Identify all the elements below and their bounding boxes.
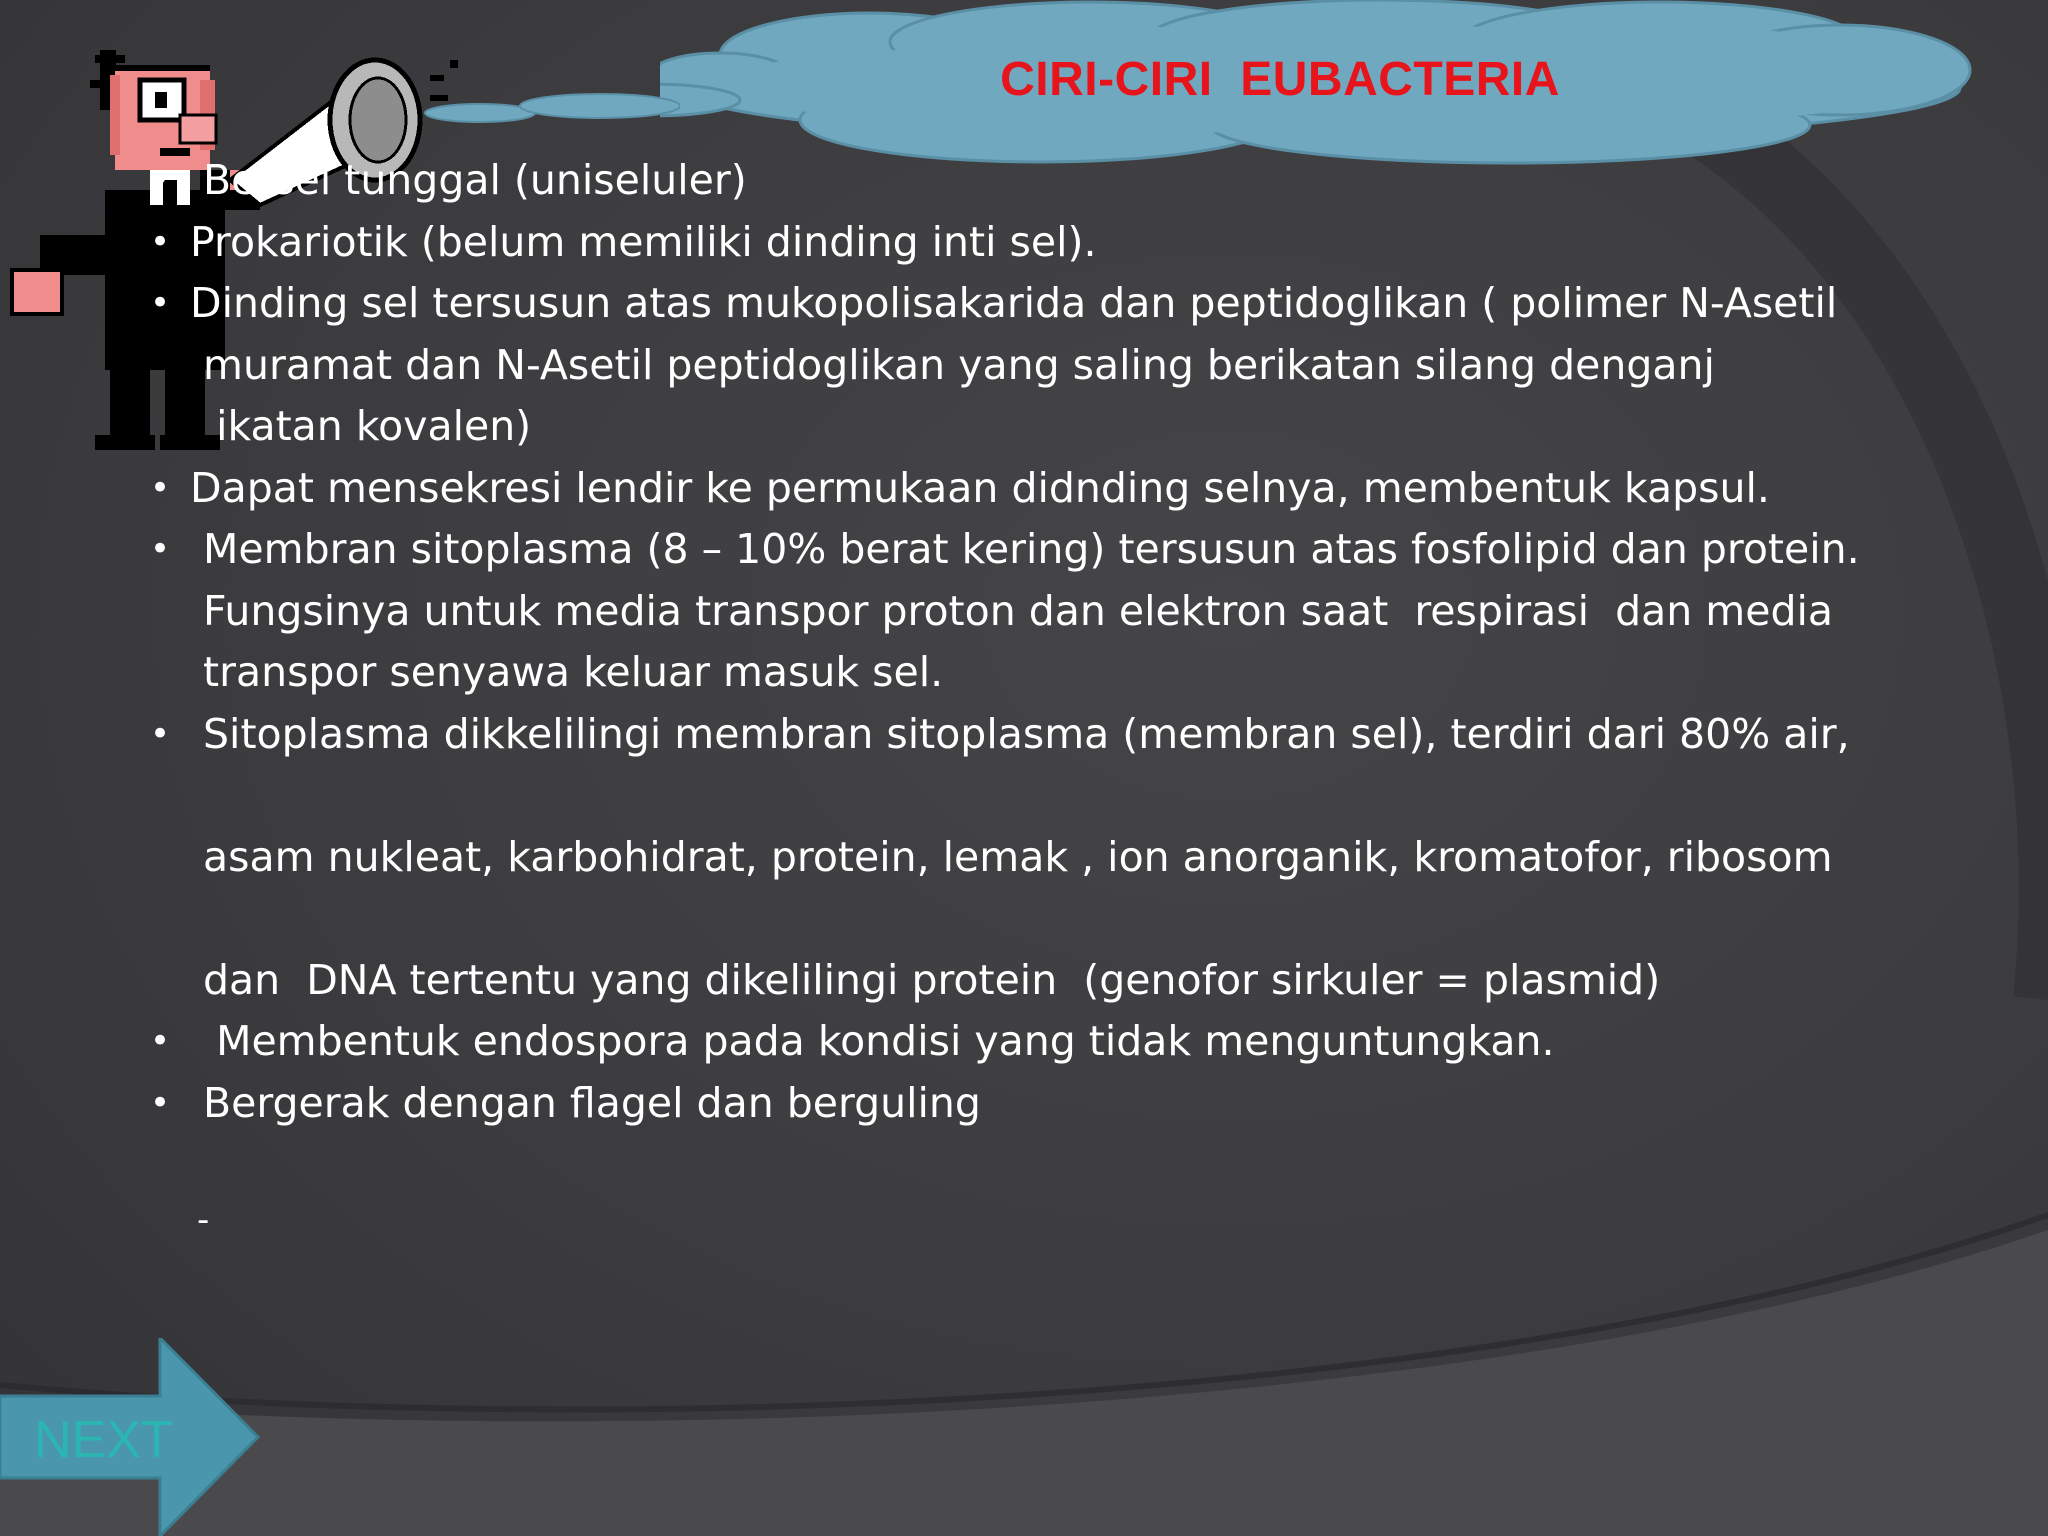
list-item (150, 1011, 2030, 1073)
list-item-text: dan DNA tertentu yang dikelilingi protein (genofor sirkuler = plasmid) (190, 955, 1661, 1004)
list-item-text: Membentuk endospora pada kondisi yang tidak menguntungkan. (190, 1017, 1555, 1065)
trailing-dash: - (197, 1200, 210, 1240)
list-item-text: Dapat mensekresi lendir ke permukaan didnding selnya, membentuk kapsul. (190, 463, 1770, 512)
list-item-text: Bersel tunggal (uniseluler) (190, 156, 747, 204)
next-button-label: NEXT (34, 1411, 173, 1469)
list-item-text: Fungsinya untuk media transpor proton dan elektron saat respirasi dan media (190, 586, 1833, 635)
list-item (150, 458, 2030, 520)
list-item-text: Bergerak dengan flagel dan berguling (190, 1078, 981, 1127)
bullet-icon: • (150, 1021, 171, 1061)
list-item-text: transpor senyawa keluar masuk sel. (190, 648, 944, 696)
bullet-icon: • (150, 467, 171, 508)
list-item-text: Sitoplasma dikkelilingi membran sitoplasma (membran sel), terdiri dari 80% air, (190, 709, 1850, 758)
next-button[interactable] (0, 1338, 262, 1536)
eubacteria-characteristics-list (150, 150, 2030, 1134)
bullet-icon: • (150, 283, 171, 323)
list-item-text: Prokariotik (belum memiliki dinding inti sel). (190, 217, 1097, 266)
list-item (150, 1073, 2030, 1135)
list-item (150, 150, 2030, 212)
list-item (150, 273, 2030, 458)
bullet-icon: • (150, 713, 171, 754)
list-item-text: asam nukleat, karbohidrat, protein, lemak , ion anorganik, kromatofor, ribosom (190, 832, 1833, 881)
bullet-icon: • (150, 1082, 171, 1123)
list-item (150, 212, 2030, 274)
list-item-text: muramat dan N-Asetil peptidoglikan yang saling berikatan silang denganj (190, 340, 1715, 389)
bullet-icon: • (150, 529, 171, 569)
list-item (150, 519, 2030, 704)
bullet-icon: • (150, 221, 171, 262)
list-item-text: Membran sitoplasma (8 – 10% berat kering) tersusun atas fosfolipid dan protein. (190, 525, 1860, 573)
slide-title: CIRI-CIRI EUBACTERIA (1000, 53, 1560, 106)
list-item-text: Dinding sel tersusun atas mukopolisakarida dan peptidoglikan ( polimer N-Asetil (190, 279, 1838, 327)
list-item (150, 704, 2030, 1012)
bullet-icon: • (150, 160, 171, 200)
list-item-text: ikatan kovalen) (190, 402, 532, 450)
